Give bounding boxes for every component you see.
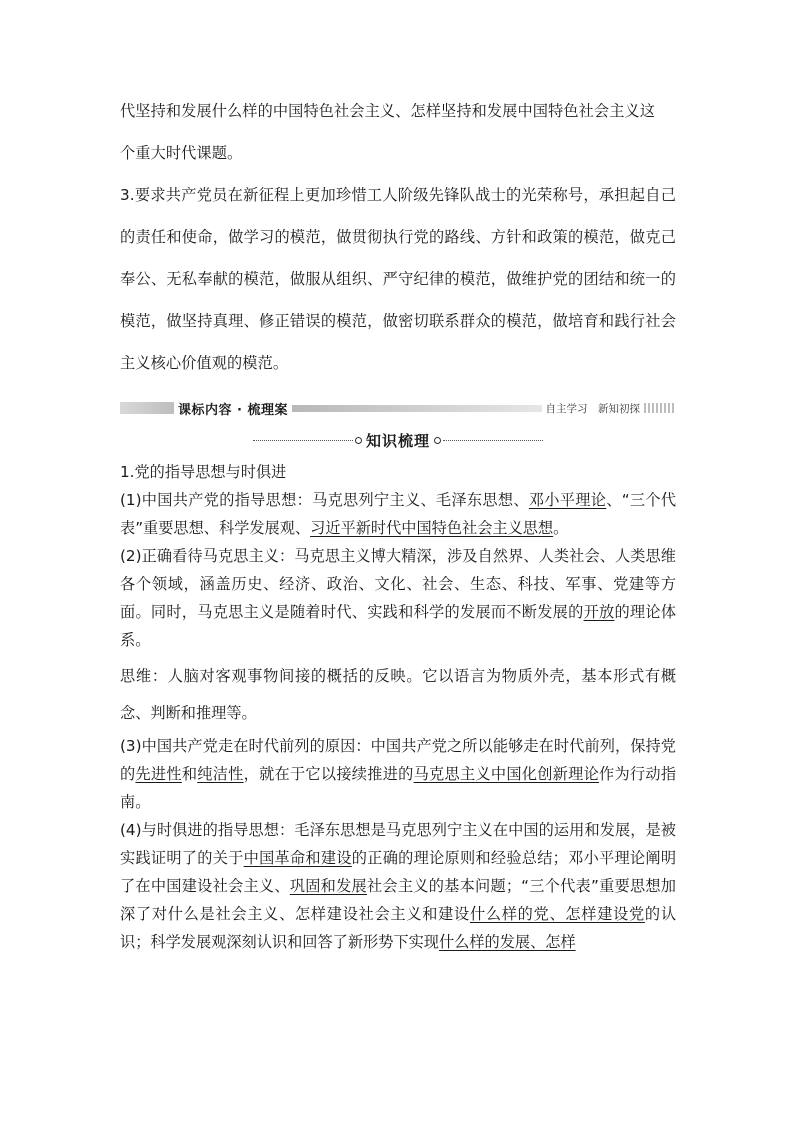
underlined-term: 先进性 [135,765,182,783]
banner-tag: 自主学习 新知初探 [545,402,640,415]
underlined-term: 纯洁性 [197,765,244,783]
intro-paragraph-3: 3.要求共产党员在新征程上更加珍惜工人阶级先锋队战士的光荣称号，承担起自己的责任和使命，做学习的模范，做贯彻执行党的路线、方针和政策的模范，做克己奉公、无私奉献的模范，做服从组织、严守纪律的模范，做维护党的团结和统一的模范，做坚持真理、修正错误的模范，做密切联系群众的模范，做培育和践行社会主义核心价值观的模范。 [120,186,676,372]
underlined-term: 马克思主义中国化创新理论 [413,765,600,783]
underlined-term: 什么样的发展、怎样 [438,933,576,951]
underlined-term: 巩固和发展 [289,877,367,895]
banner-gradient-bar [292,405,542,412]
underlined-term: 开放 [583,603,615,621]
paragraph-3: (3)中国共产党走在时代前列的原因：中国共产党之所以能够走在时代前列，保持党的先进性和纯洁性，就在于它以接续推进的马克思主义中国化创新理论作为行动指南。 [120,737,677,811]
banner-stripes [644,403,676,413]
circle-icon [355,437,362,444]
underlined-term: 邓小平理论 [528,491,607,509]
intro-line-2: 个重大时代课题。 [120,144,243,162]
content-heading: 1.党的指导思想与时俱进 [120,463,287,481]
underlined-term: 什么样的党、怎样建设党 [469,905,645,923]
document-page [120,90,676,956]
banner-title: 课标内容 · 梳理案 [178,402,288,418]
underlined-term: 习近平新时代中国特色社会主义思想 [310,519,554,537]
paragraph-1: (1)中国共产党的指导思想：马克思列宁主义、毛泽东思想、邓小平理论、“三个代表”重要思想、科学发展观、习近平新时代中国特色社会主义思想。 [120,491,677,537]
circle-icon [434,437,441,444]
dotted-rule-left [253,440,353,441]
paragraph-2: (2)正确看待马克思主义：马克思主义博大精深，涉及自然界、人类社会、人类思维各个领域，涵盖历史、经济、政治、文化、社会、生态、科技、军事、党建等方面。同时，马克思主义是随着时代、实践和科学的发展而不断发展的开放的理论体系。 [120,547,677,649]
intro-line-1: 代坚持和发展什么样的中国特色社会主义、怎样坚持和发展中国特色社会主义这 [120,102,656,120]
banner-gradient-left [120,402,174,414]
section-title: 知识梳理 [365,431,430,450]
section-heading [120,430,676,450]
paragraph-4: (4)与时俱进的指导思想：毛泽东思想是马克思列宁主义在中国的运用和发展，是被实践证明了的关于中国革命和建设的正确的理论原则和经验总结；邓小平理论阐明了在中国建设社会主义、巩固和发展社会主义的基本问题；“三个代表”重要思想加深了对什么是社会主义、怎样建设社会主义和建设什么样的党、怎样建设党的认识；科学发展观深刻认识和回答了新形势下实现什么样的发展、怎样 [120,821,677,951]
underlined-term: 中国革命和建设 [243,849,352,867]
dotted-rule-right [443,440,543,441]
note-paragraph: 思维：人脑对客观事物间接的概括的反映。它以语言为物质外壳，基本形式有概念、判断和推理等。 [120,667,676,722]
section-banner [120,400,676,416]
